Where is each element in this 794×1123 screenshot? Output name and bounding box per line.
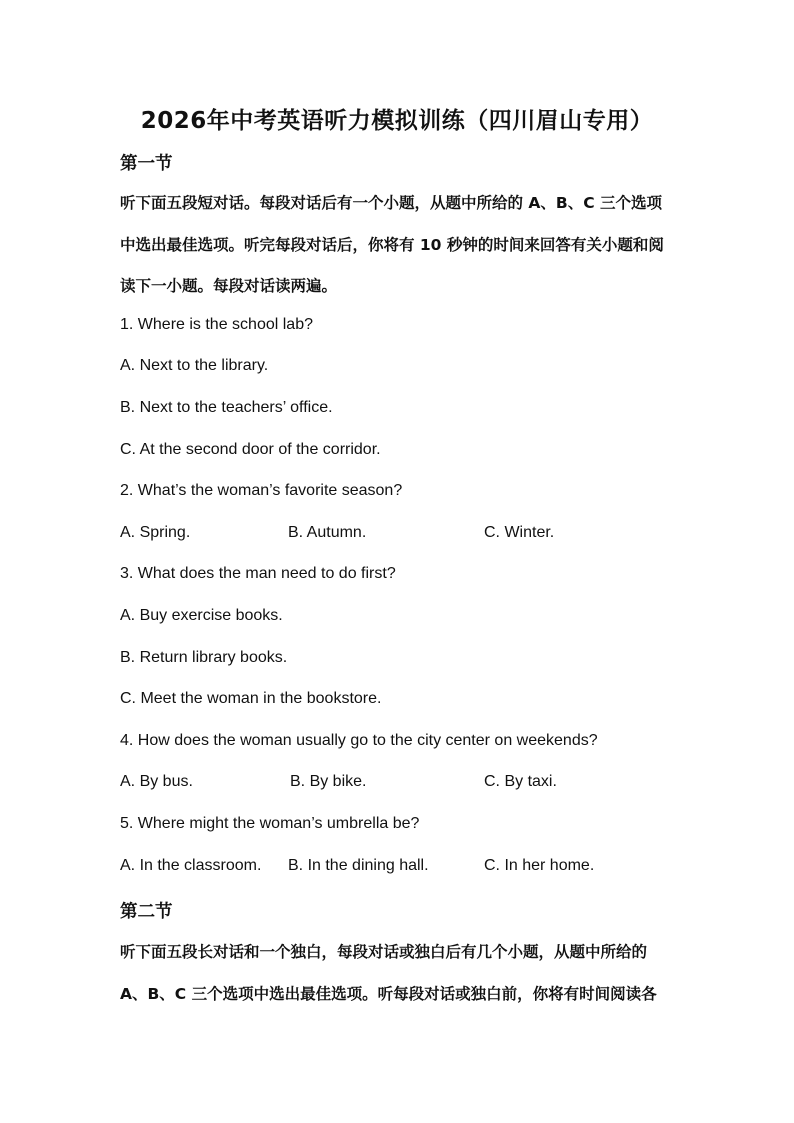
question-1-option-a: A. Next to the library. — [120, 357, 269, 374]
question-5-option-b: B. In the dining hall. — [288, 857, 429, 874]
question-5-option-c: C. In her home. — [484, 857, 595, 874]
question-3-option-a: A. Buy exercise books. — [120, 607, 283, 624]
question-5: 5. Where might the woman’s umbrella be? — [120, 815, 420, 832]
question-2-option-c: C. Winter. — [484, 524, 555, 541]
section-2-instruction-line: 听下面五段长对话和一个独白，每段对话或独白后有几个小题，从题中所给的 — [120, 943, 648, 961]
question-1: 1. Where is the school lab? — [120, 316, 313, 333]
question-4: 4. How does the woman usually go to the city center on weekends? — [120, 732, 598, 749]
question-4-option-c: C. By taxi. — [484, 773, 557, 790]
section-2-instruction-line: A、B、C 三个选项中选出最佳选项。听每段对话或独白前，你将有时间阅读各 — [120, 985, 657, 1003]
question-1-option-b: B. Next to the teachers’ office. — [120, 399, 333, 416]
section-1-instruction-line: 中选出最佳选项。听完每段对话后，你将有 10 秒钟的时间来回答有关小题和阅 — [120, 236, 664, 254]
question-3-option-c: C. Meet the woman in the bookstore. — [120, 690, 382, 707]
question-3-option-b: B. Return library books. — [120, 649, 288, 666]
question-1-option-c: C. At the second door of the corridor. — [120, 441, 381, 458]
question-3: 3. What does the man need to do first? — [120, 565, 396, 582]
question-4-option-a: A. By bus. — [120, 773, 193, 790]
section-1-heading: 第一节 — [120, 154, 173, 174]
question-2: 2. What’s the woman’s favorite season? — [120, 482, 403, 499]
section-1-instruction-line: 听下面五段短对话。每段对话后有一个小题，从题中所给的 A、B、C 三个选项 — [120, 194, 662, 212]
question-5-option-a: A. In the classroom. — [120, 857, 262, 874]
question-2-option-b: B. Autumn. — [288, 524, 367, 541]
question-4-option-b: B. By bike. — [290, 773, 367, 790]
section-1-instruction-line: 读下一小题。每段对话读两遍。 — [120, 277, 338, 295]
section-2-heading: 第二节 — [120, 902, 173, 922]
question-2-option-a: A. Spring. — [120, 524, 191, 541]
document-title: 2026年中考英语听力模拟训练（四川眉山专用） — [140, 108, 654, 134]
